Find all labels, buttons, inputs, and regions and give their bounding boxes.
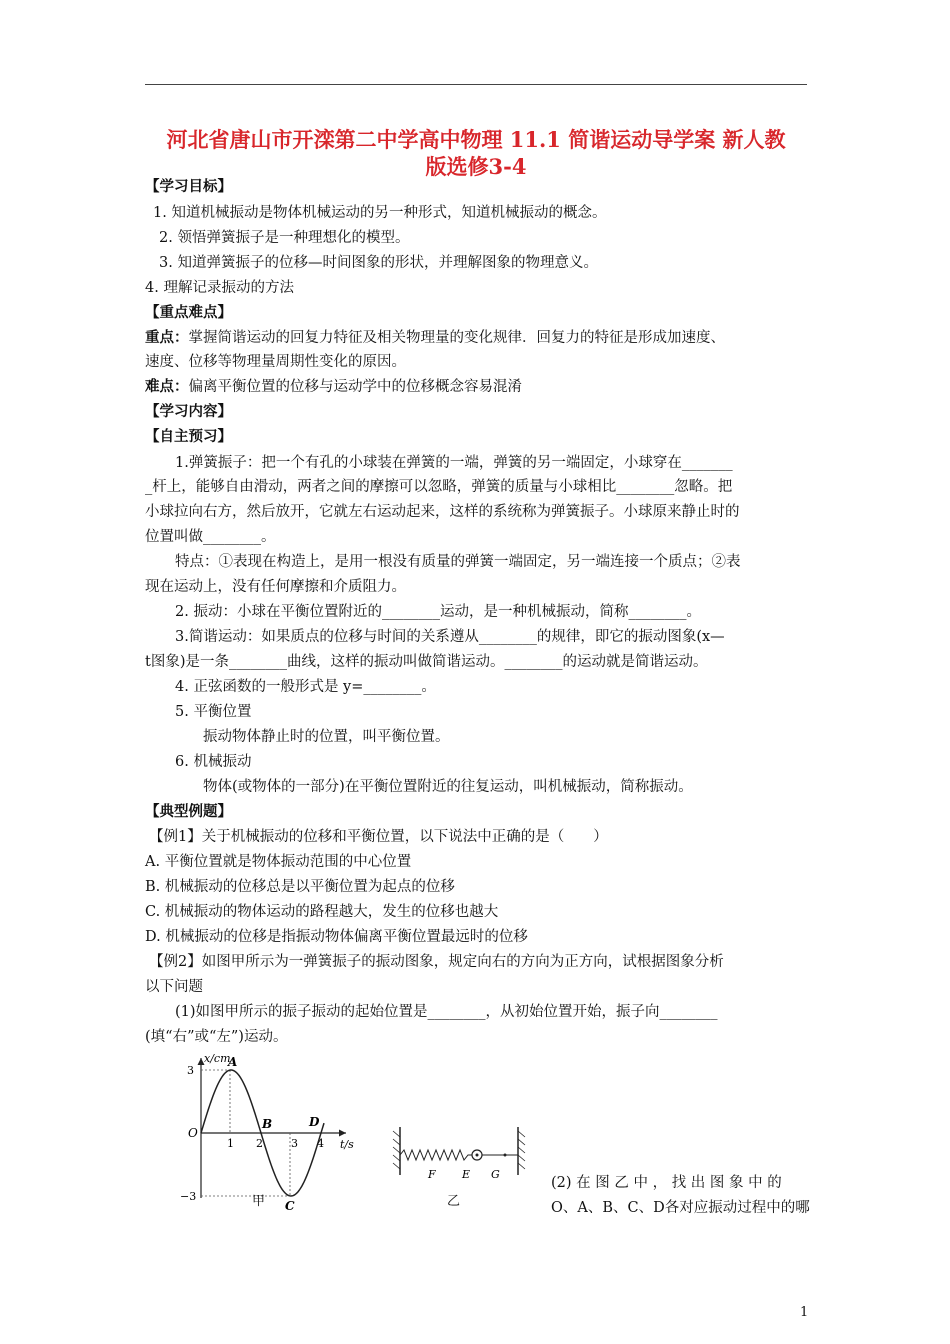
x-tick-3: 3	[291, 1137, 298, 1150]
text-line	[551, 1199, 950, 1217]
line-text: 特点：①表现在构造上，是用一根没有质量的弹簧一端固定，另一端连接一个质点；②表	[175, 554, 741, 570]
figure-a-xt-graph	[170, 1050, 370, 1210]
line-text: 3. 知道弹簧振子的位移—时间图象的形状，并理解图象的物理意义。	[159, 255, 598, 271]
text-line	[175, 703, 845, 721]
line-text: 1.弹簧振子：把一个有孔的小球装在弹簧的一端，弹簧的另一端固定，小球穿在_______	[175, 455, 733, 471]
line-text: A. 平衡位置就是物体振动范围的中心位置	[145, 854, 412, 870]
line-text: C. 机械振动的物体运动的路程越大，发生的位移也越大	[145, 904, 499, 920]
line-text: 物体(或物体的一部分)在平衡位置附近的往复运动，叫机械振动，简称振动。	[203, 779, 693, 795]
text-line	[145, 853, 815, 871]
text-line	[159, 254, 829, 272]
line-text: 掌握简谐运动的回复力特征及相关物理量的变化规律．回复力的特征是形成加速度、	[188, 330, 725, 346]
line-text: 3.简谐运动：如果质点的位移与时间的关系遵从________的规律，即它的振动图象(x—	[175, 629, 725, 645]
line-text: 偏离平衡位置的位移与运动学中的位移概念容易混淆	[188, 379, 522, 395]
label-e: E	[462, 1168, 471, 1181]
spring-coil	[400, 1150, 472, 1160]
text-line	[145, 378, 815, 396]
line-text: 小球拉向右方，然后放开，它就左右运动起来，这样的系统称为弹簧振子。小球原来静止时的	[145, 504, 740, 520]
text-line	[145, 428, 815, 446]
line-text: (1)如图甲所示的振子振动的起始位置是________，从初始位置开始，振子向________	[175, 1004, 718, 1020]
x-tick-2: 2	[256, 1137, 263, 1150]
line-text: 1. 知道机械振动是物体机械运动的另一种形式，知道机械振动的概念。	[153, 205, 607, 221]
line-text: 4. 正弦函数的一般形式是 y=________。	[175, 679, 436, 695]
text-line	[145, 903, 815, 921]
line-text: 振动物体静止时的位置，叫平衡位置。	[203, 729, 450, 745]
line-text: 6. 机械振动	[175, 754, 252, 770]
line-text: 【典型例题】	[145, 803, 232, 820]
line-text: 5. 平衡位置	[175, 704, 252, 720]
line-text: _杆上，能够自由滑动，两者之间的摩擦可以忽略，弹簧的质量与小球相比________忽略。把	[145, 479, 733, 495]
text-line	[551, 1174, 950, 1192]
line-label: 难点：	[145, 378, 189, 395]
figure-b-spring-oscillator	[390, 1125, 530, 1185]
line-text: 【例2】如图甲所示为一弹簧振子的振动图象，规定向右的方向为正方向，试根据图象分析	[149, 954, 724, 970]
text-line	[145, 1028, 815, 1046]
point-a: A	[228, 1055, 238, 1069]
text-line	[145, 528, 815, 546]
text-line	[145, 653, 815, 671]
y-tick-neg3: −3	[180, 1190, 197, 1203]
text-line	[175, 553, 845, 571]
text-line	[145, 178, 815, 196]
page-number: 1	[800, 1305, 809, 1320]
x-tick-1: 1	[227, 1137, 234, 1150]
title-line-2: 版选修3-4	[425, 154, 527, 179]
text-line	[149, 828, 819, 846]
text-line	[145, 878, 815, 896]
point-c: C	[285, 1199, 295, 1210]
line-text: D. 机械振动的位移是指振动物体偏离平衡位置最远时的位移	[145, 929, 528, 945]
point-d: D	[309, 1115, 320, 1129]
text-line	[159, 229, 829, 247]
line-text: 4. 理解记录振动的方法	[145, 280, 294, 296]
document-title	[145, 126, 807, 180]
line-text: 2. 领悟弹簧振子是一种理想化的模型。	[159, 230, 410, 246]
text-line	[203, 728, 873, 746]
y-tick-3: 3	[187, 1064, 194, 1077]
line-text: 2. 振动：小球在平衡位置附近的________运动，是一种机械振动，简称________。	[175, 604, 701, 620]
figure-a-caption: 甲	[252, 1194, 266, 1209]
text-line	[145, 329, 815, 347]
text-line	[145, 304, 815, 322]
text-line	[203, 778, 873, 796]
label-g: G	[491, 1168, 500, 1181]
line-text: 速度、位移等物理量周期性变化的原因。	[145, 354, 406, 370]
line-text: 以下问题	[145, 979, 203, 995]
text-line	[145, 978, 815, 996]
point-b: B	[262, 1117, 273, 1131]
y-axis-label: x/cm	[204, 1052, 231, 1065]
text-line	[145, 478, 815, 496]
text-line	[145, 928, 815, 946]
text-line	[175, 678, 845, 696]
line-text: 现在运动上，没有任何摩擦和介质阻力。	[145, 579, 406, 595]
title-line-1: 河北省唐山市开滦第二中学高中物理 11.1 简谐运动导学案 新人教	[166, 127, 786, 152]
line-text: 【学习内容】	[145, 403, 232, 420]
text-line	[175, 1003, 845, 1021]
text-line	[149, 953, 819, 971]
line-text: O、A、B、C、D各对应振动过程中的哪	[551, 1200, 810, 1216]
figure-b-caption: 乙	[447, 1194, 461, 1209]
line-text: 【自主预习】	[145, 428, 232, 445]
text-line	[145, 803, 815, 821]
line-text: t图象)是一条________曲线，这样的振动叫做简谐运动。________的运动就是简谐运动。	[145, 654, 708, 670]
line-text: (2) 在 图 乙 中 ， 找 出 图 象 中 的	[551, 1175, 782, 1191]
text-line	[153, 204, 823, 222]
x-axis-label: t/s	[340, 1138, 354, 1151]
text-line	[175, 603, 845, 621]
text-line	[175, 753, 845, 771]
origin-label: O	[188, 1126, 198, 1140]
text-line	[175, 454, 845, 472]
line-text: 【学习目标】	[145, 178, 232, 195]
text-line	[145, 353, 815, 371]
x-tick-4: 4	[317, 1137, 324, 1150]
text-line	[145, 578, 815, 596]
line-text: B. 机械振动的位移总是以平衡位置为起点的位移	[145, 879, 455, 895]
line-label: 重点：	[145, 329, 189, 346]
line-text: 【重点难点】	[145, 304, 232, 321]
text-line	[145, 403, 815, 421]
line-text: 位置叫做________。	[145, 529, 276, 545]
line-text: 【例1】关于机械振动的位移和平衡位置，以下说法中正确的是（ ）	[149, 829, 608, 845]
header-rule	[145, 84, 807, 85]
text-line	[175, 628, 845, 646]
label-f: F	[428, 1168, 436, 1181]
text-line	[145, 279, 815, 297]
line-text: (填“右”或“左”)运动。	[145, 1029, 288, 1045]
text-line	[145, 503, 815, 521]
